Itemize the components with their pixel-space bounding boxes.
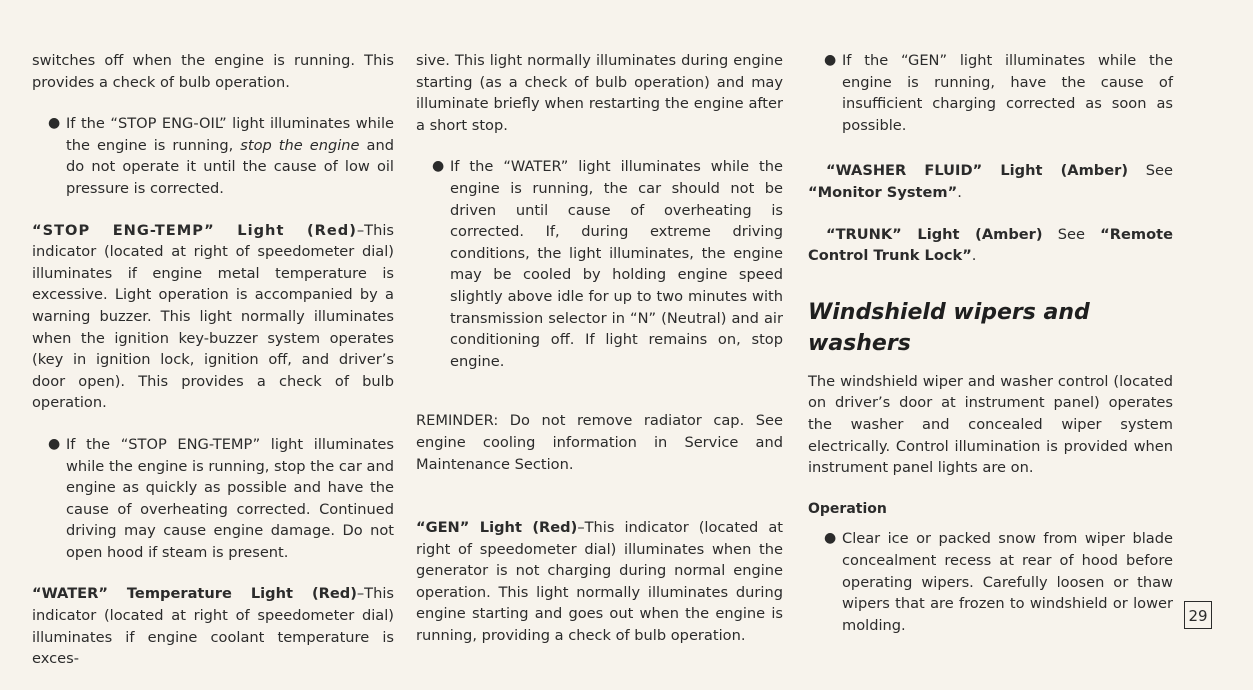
bullet-text: Clear ice or packed snow from wiper blade concealment recess at rear of hood before operating wipers. Carefully loosen or thaw wipers that are frozen to windshield or lower molding. — [842, 530, 1173, 634]
paragraph-bulb-check: switches off when the engine is running. This provides a check of bulb operation. — [32, 52, 394, 91]
monitor-system-ref: “Monitor System” — [808, 183, 958, 201]
page-number: 29 — [1184, 601, 1212, 629]
bullet-dot-icon: ● — [824, 52, 837, 68]
bullet-dot-icon: ● — [432, 158, 445, 175]
paragraph-trunk — [808, 224, 1173, 267]
bullet-text: If the “STOP ENG-OIL” light illuminates while the engine is running, — [66, 115, 394, 154]
paragraph-washer-fluid — [808, 160, 1173, 203]
column-1 — [32, 50, 394, 690]
gen-light-text: –This indicator (located at right of speedometer dial) illuminates when the generator is not charging during normal engine operation. This light normally illuminates during engine starting and goes out when the engine is running, providing a check of bulb operation. — [416, 519, 783, 645]
water-temp-title: “WATER” Temperature Light (Red) — [32, 585, 357, 603]
section-heading: Windshield wipers and washers — [808, 299, 1090, 356]
period: . — [971, 247, 977, 265]
paragraph-stop-eng-temp — [32, 220, 394, 414]
bullet-text: If the “GEN” light illuminates while the engine is running, have the cause of insufficient charging corrected as soon as possible. — [842, 52, 1173, 134]
trunk-lock-ref: “Remote Control Trunk Lock” — [808, 225, 1173, 265]
bullet-dot-icon: ● — [48, 435, 61, 452]
bullet-text: If the “STOP ENG-TEMP” light illuminates while the engine is running, stop the car and engine as quickly as possible and have the cause of overheating corrected. Continued driving may cause engine damage. Do not open hood if steam is present. — [66, 435, 394, 561]
column-2 — [416, 50, 783, 667]
stop-eng-temp-title: “STOP ENG-TEMP” Light (Red) — [32, 221, 357, 239]
reminder-note: REMINDER: Do not remove radiator cap. See engine cooling information in Service and Maintenance Section. — [416, 412, 783, 473]
bullet-text-end: and do not operate it until the cause of low oil pressure is corrected. — [66, 136, 394, 197]
washer-fluid-title: “WASHER FLUID” Light (Amber) — [826, 162, 1129, 180]
paragraph-gen-light — [416, 517, 783, 647]
bullet-stop-eng-oil — [32, 113, 394, 199]
bullet-dot-icon: ● — [824, 530, 837, 547]
paragraph-water-continued: sive. This light normally illuminates during engine starting (as a check of bulb operation) and may illuminate briefly when restarting the engine after a short stop. — [416, 52, 783, 134]
see-text: See — [1128, 162, 1173, 180]
gen-light-title: “GEN” Light (Red) — [416, 519, 578, 537]
water-temp-text: –This indicator (located at right of speedometer dial) illuminates if engine coolant temperature is exces- — [32, 585, 394, 668]
bullet-dot-icon: ● — [48, 115, 61, 132]
operation-subhead: Operation — [808, 500, 887, 517]
period: . — [957, 183, 962, 201]
bullet-water-light — [416, 156, 783, 372]
bullet-stop-eng-temp — [32, 434, 394, 564]
bullet-italic-text: stop the engine — [240, 136, 360, 154]
trunk-title: “TRUNK” Light (Amber) — [826, 225, 1043, 243]
bullet-clear-ice — [808, 528, 1173, 636]
paragraph-wiper-control: The windshield wiper and washer control (located on driver’s door at instrument panel) operates the washer and concealed wiper system electrically. Control illumination is provided when instrument panel lights are on. — [808, 372, 1173, 477]
bullet-text: If the “WATER” light illuminates while the engine is running, the car should not be driven until cause of overheating is corrected. If, during extreme driving conditions, the light illuminates, the engine may be cooled by holding engine speed slightly above idle for up to two minutes with transmission selector in “N” (Neutral) and air conditioning off. If light remains on, stop engine. — [450, 158, 783, 370]
paragraph-water-temp — [32, 583, 394, 669]
stop-eng-temp-text: –This indicator (located at right of speedometer dial) illuminates if engine metal temperature is excessive. Light operation is accompanied by a warning buzzer. This light normally illuminates when the ignition key-buzzer system operates (key in ignition lock, ignition off, and driver’s door open). This provides a check of bulb operation. — [32, 221, 394, 412]
column-3 — [808, 50, 1173, 656]
see-text: See — [1042, 225, 1101, 243]
bullet-gen-light — [808, 50, 1173, 136]
